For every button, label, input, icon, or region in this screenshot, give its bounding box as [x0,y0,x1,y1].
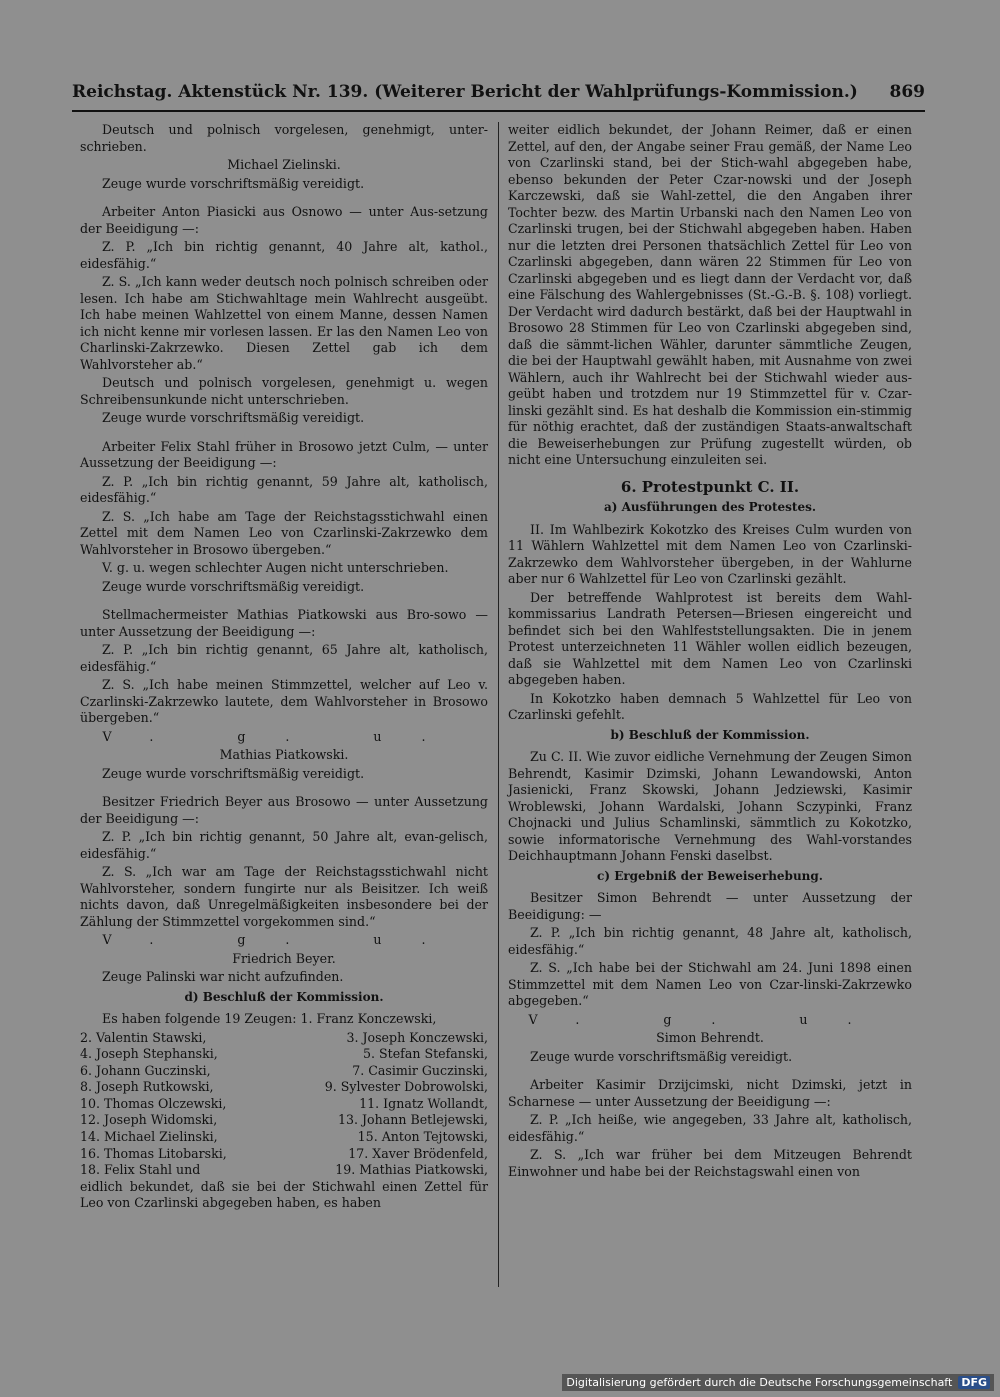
paragraph: V. g. u. wegen schlechter Augen nicht unterschrieben. [102,560,449,575]
witness-name: 7. Casimir Guczinski, [352,1062,488,1078]
header-rule [72,110,925,112]
witness-name: 13. Johann Betlejewski, [337,1112,488,1128]
paragraph: Z. P. „Ich bin richtig genannt, 65 Jahre alt, katholisch, eidesfähig.“ [80,642,488,674]
paragraph: Stellmachermeister Mathias Piatkowski aus Bro-sowo — unter Aussetzung der Beeidigung —: [80,607,488,639]
paragraph: In Kokotzko haben demnach 5 Wahlzettel für Leo von Czarlinski gefehlt. [508,690,912,722]
paragraph-gap [80,784,488,794]
subsection-heading: c) Ergebniß der Beweiserhebung. [597,868,823,883]
paragraph: Z. P. „Ich heiße, wie angegeben, 33 Jahre alt, katholisch, eidesfähig.“ [508,1112,912,1144]
paragraph: Michael Zielinski. [227,157,341,172]
column-divider [498,122,499,1287]
witness-name: 12. Joseph Widomski, [80,1112,218,1128]
witness-name: 8. Joseph Rutkowski, [80,1079,214,1095]
paragraph-gap [80,597,488,607]
witness-row [80,1063,488,1080]
paragraph: II. Im Wahlbezirk Kokotzko des Kreises Culm wurden von 11 Wählern Wahlzettel mit dem Namen Leo von Czarlinski-Zakrzewko dem Wahlvorsteher übergeben, in der Wahlurne aber nur 6 Wahlzettel für Leo von Czarlinski gezählt. [508,521,912,586]
paragraph: Zeuge Palinski war nicht aufzufinden. [102,969,344,984]
subsection-heading: b) Beschluß der Kommission. [610,727,810,742]
paragraph: V. g. u. [102,932,466,947]
paragraph: Zeuge wurde vorschriftsmäßig vereidigt. [530,1048,793,1064]
dfg-logo: DFG [958,1376,990,1389]
witness-row [80,1129,488,1146]
paragraph: Z. P. „Ich bin richtig genannt, 50 Jahre alt, evan-gelisch, eidesfähig.“ [80,829,488,861]
paragraph: V. g. u. [102,728,466,744]
paragraph: Arbeiter Anton Piasicki aus Osnowo — unter Aus-setzung der Beeidigung —: [80,204,488,236]
page-header [72,78,925,106]
paragraph: Es haben folgende 19 Zeugen: 1. Franz Konczewski, [102,1011,437,1026]
paragraph: Deutsch und polnisch vorgelesen, genehmigt, unter-schrieben. [80,122,488,154]
witness-row [80,1079,488,1096]
paragraph-gap [80,194,488,204]
witness-name: 11. Ignatz Wollandt, [359,1095,488,1111]
paragraph: Arbeiter Felix Stahl früher in Brosowo jetzt Culm, — unter Aussetzung der Beeidigung —: [80,438,488,470]
paragraph: Besitzer Friedrich Beyer aus Brosowo — unter Aussetzung der Beeidigung —: [80,794,488,826]
witness-name: 6. Johann Guczinski, [80,1062,211,1078]
paragraph: Zu C. II. Wie zuvor eidliche Vernehmung der Zeugen Simon Behrendt, Kasimir Dzimski, Johann Lewandowski, Anton Jasienicki, Franz Skowski, Johann Jedziewski, Kasimir Wroblewski, Johann Wardalski, Johann Sczypinki, Franz Chojnacki und Julius Schamlinski, sämmtlich zu Kokotzko, sowie informatorische Vernehmung des Wahl-vorstandes Deichhauptmann Johann Fenski daselbst. [508,749,912,863]
witness-name: 17. Xaver Brödenfeld, [348,1145,488,1161]
witness-name: 2. Valentin Stawski, [80,1029,207,1045]
witness-row [80,1112,488,1129]
paragraph: Z. S. „Ich kann weder deutsch noch polnisch schreiben oder lesen. Ich habe am Stichwahltage mein Wahlrecht ausgeübt. Ich habe meinen Wahlzettel von einem Manne, dessen Namen ich nicht kenne mir vorlesen lassen. Er las den Namen Leo von Charlinski-Zakrzewko. Diesen Zettel gab ich dem Wahlvorsteher ab.“ [80,274,488,372]
paragraph: Simon Behrendt. [656,1030,764,1045]
paragraph: eidlich bekundet, daß sie bei der Stichwahl einen Zettel für Leo von Czarlinski abgegeben haben, es haben [80,1178,488,1211]
paragraph: Z. S. „Ich habe am Tage der Reichstagsstichwahl einen Zettel mit dem Namen Leo von Czarlinski-Zakrzewko dem Wahlvorsteher in Brosowo übergeben.“ [80,508,488,557]
witness-name: 5. Stefan Stefanski, [363,1046,488,1062]
paragraph: Deutsch und polnisch vorgelesen, genehmigt u. wegen Schreibensunkunde nicht unterschrieben. [80,375,488,407]
paragraph: Z. P. „Ich bin richtig genannt, 40 Jahre alt, kathol., eidesfähig.“ [80,239,488,271]
witness-name: 16. Thomas Litobarski, [80,1145,227,1161]
subsection-heading: d) Beschluß der Kommission. [184,989,384,1004]
paragraph-gap [508,1067,912,1077]
witness-name: 4. Joseph Stephanski, [80,1046,218,1062]
witness-name: 15. Anton Tejtowski, [357,1129,488,1145]
paragraph: Z. S. „Ich war am Tage der Reichstagsstichwahl nicht Wahlvorsteher, sondern fungirte nur als Beisitzer. Ich weiß nichts davon, daß Unregelmäßigkeiten insbesondere bei der Zählung der Stimmzettel vorgekommen sind.“ [80,864,488,929]
paragraph: Zeuge wurde vorschriftsmäßig vereidigt. [102,578,365,594]
running-title: Reichstag. Aktenstück Nr. 139. (Weiterer Bericht der Wahlprüfungs-Kommission.) [72,82,858,102]
section-heading: 6. Protestpunkt C. II. [620,477,800,496]
paragraph: Mathias Piatkowski. [219,747,349,762]
paragraph: Besitzer Simon Behrendt — unter Aussetzung der Beeidigung: — [508,890,912,922]
paragraph: Friedrich Beyer. [232,950,336,966]
witness-name: 14. Michael Zielinski, [80,1129,218,1145]
witness-name: 3. Joseph Konczewski, [346,1029,488,1045]
witness-name: 19. Mathias Piatkowski, [335,1162,488,1178]
paragraph: Z. S. „Ich habe meinen Stimmzettel, welcher auf Leo v. Czarlinski-Zakrzewko lautete, dem Wahlvorsteher in Brosowo übergeben.“ [80,677,488,725]
paragraph: Arbeiter Kasimir Drzijcimski, nicht Dzimski, jetzt in Scharnese — unter Aussetzung der Beeidigung —: [508,1077,912,1109]
paragraph: Zeuge wurde vorschriftsmäßig vereidigt. [102,175,365,191]
paragraph: Der betreffende Wahlprotest ist bereits dem Wahl-kommissarius Landrath Petersen—Briesen eingereicht und befindet sich bei den Wahlfeststellungsakten. Die in jenem Protest unterzeichneten 11 Wähler wollen eidlich bezeugen, daß sie Wahlzettel mit dem Namen Leo von Czarlinski abgegeben haben. [508,589,912,687]
witness-row [80,1162,488,1179]
paragraph: Zeuge wurde vorschriftsmäßig vereidigt. [102,410,365,425]
paragraph: Z. S. „Ich habe bei der Stichwahl am 24. Juni 1898 einen Stimmzettel mit dem Namen Leo von Czar-linski-Zakrzewko abgegeben.“ [508,960,912,1008]
paragraph: Z. P. „Ich bin richtig genannt, 48 Jahre alt, katholisch, eidesfähig.“ [508,925,912,957]
paragraph: V. g. u. [528,1011,892,1027]
paragraph: Zeuge wurde vorschriftsmäßig vereidigt. [102,765,365,781]
right-column [508,122,912,1182]
witness-name: 18. Felix Stahl und [80,1162,201,1178]
left-column [80,122,488,1214]
witness-row [80,1096,488,1113]
footer-credit [562,1374,994,1391]
witness-row [80,1046,488,1063]
paragraph: Z. P. „Ich bin richtig genannt, 59 Jahre alt, katholisch, eidesfähig.“ [80,473,488,505]
paragraph: weiter eidlich bekundet, der Johann Reimer, daß er einen Zettel, auf den, der Angabe seiner Frau gemäß, der Name Leo von Czarlinski stand, bei der Stich-wahl abgegeben habe, ebenso bekunden der Peter Czar-nowski und der Joseph Karczewski, daß sie Wahl-zettel, die den Angaben ihrer Tochter bezw. des Martin Urbanski nach den Namen Leo von Czarlinski trugen, bei der Stichwahl abgegeben haben. Haben nur die letzten drei Personen thatsächlich Zettel für Leo von Czarlinski abgegeben, dann wären 22 Stimmen für Leo von Czarlinski abgegeben und es liegt dann der Verdacht vor, daß eine Fälschung des Wahlergebnisses (St.-G.-B. §. 108) vorliegt. Der Verdacht wird dadurch bestärkt, daß bei der Hauptwahl in Brosowo 28 Stimmen für Leo von Czarlinski abgegeben sind, daß die sämmt-lichen Wähler, darunter sämmtliche Zeugen, die bei der Hauptwahl gewählt haben, mit Ausnahme von zwei Wählern, auch ihr Wahlrecht bei der Stichwahl wieder aus-geübt haben und trotzdem nur 19 Stimmzettel für v. Czar-linski gezählt sind. Es hat deshalb die Kommission ein-stimmig für nöthig erachtet, daß der zuständigen Staats-anwaltschaft die Beweiserhebungen zur Prüfung zugestellt würden, ob nicht eine Untersuchung einzuleiten sei. [508,122,912,467]
paragraph: Z. S. „Ich war früher bei dem Mitzeugen Behrendt Einwohner und habe bei der Reichstagswahl einen von [508,1147,912,1179]
witness-name: 10. Thomas Olczewski, [80,1095,227,1111]
witness-row [80,1030,488,1047]
paragraph-gap [80,429,488,439]
page-number: 869 [889,82,925,102]
witness-row [80,1146,488,1163]
footer-text: Digitalisierung gefördert durch die Deutsche Forschungsgemeinschaft [566,1376,953,1389]
witness-name: 9. Sylvester Dobrowolski, [324,1079,488,1095]
subsection-heading: a) Ausführungen des Protestes. [603,500,817,514]
